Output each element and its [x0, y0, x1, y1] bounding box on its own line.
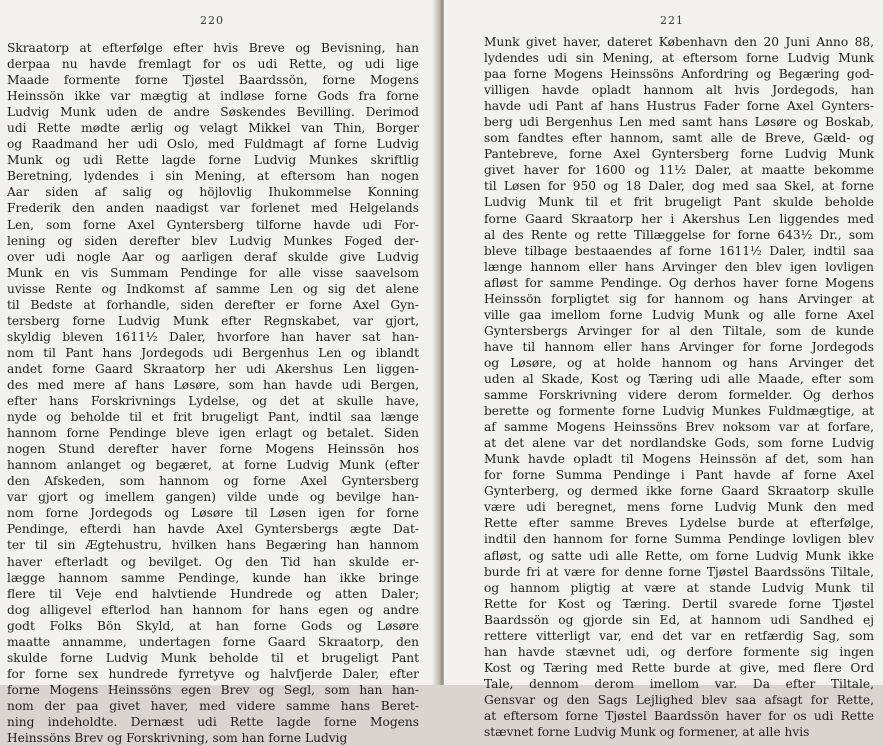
text-line: tersberg forne Ludvig Munk efter Regnskabet, var gjort,: [7, 313, 419, 328]
text-line: Maade formente forne Tjøstel Baardssön, forne Mogens: [7, 73, 419, 88]
text-line: forne Mogens Heinssöns egen Brev og Segl, som han han-: [7, 682, 419, 697]
text-line: var gjort og imellem gangen) vilde unde og bevilge han-: [7, 490, 419, 505]
text-line: andet forne Gaard Skraatorp her udi Akershus Len liggen-: [7, 361, 419, 376]
text-line: lening og siden derefter blev Ludvig Munkes Foged der-: [7, 233, 419, 248]
text-line: den Afskeden, som hannom og forne Axel Gyntersberg: [7, 474, 419, 489]
text-line: paa forne Mogens Heinssöns Anfordring og Begæring god-: [484, 67, 874, 82]
text-line: Gensvar og den Sags Lejlighed blev saa afsagt for Rette,: [484, 692, 874, 707]
page-number: 220: [200, 14, 224, 27]
text-line: Len, som forne Axel Gyntersberg tilforne havde udi For-: [7, 217, 419, 232]
text-line: givet haver for 1600 og 11½ Daler, at maatte bekomme: [484, 163, 874, 178]
text-line: Munk en vis Summam Pendinge for alle visse saavelsom: [7, 265, 419, 280]
text-line: til Bedste at forhandle, siden derefter er forne Axel Gyn-: [7, 297, 419, 312]
text-line: hannom forne Pendinge bleve igen erlagt og betalet. Siden: [7, 426, 419, 441]
text-line: dog alligevel efterlod han hannom for hans egen og andre: [7, 602, 419, 617]
text-line: ville gaa imellom forne Ludvig Munk og alle forne Axel: [484, 307, 874, 322]
text-line: at eftersom forne Tjøstel Baardssön haver for os udi Rette: [484, 708, 874, 723]
text-line: til Løsen for 950 og 18 Daler, dog med saa Skel, at forne: [484, 179, 874, 194]
text-line: uvisse Rente og Indkomst af samme Len og sig det alene: [7, 281, 419, 296]
text-line: des med mere af hans Løsøre, som han havde udi Bergen,: [7, 377, 419, 392]
text-line: flere til Veje end halvtiende Hundrede og atten Daler;: [7, 586, 419, 601]
text-line: lydendes udi sin Mening, at eftersom forne Ludvig Munk: [484, 51, 874, 66]
text-line: samme Forskrivning videre derom formelder. Og derhos: [484, 388, 874, 403]
page-number: 221: [660, 14, 684, 27]
text-line: længe hannom eller hans Arvinger den blev igen lovligen: [484, 259, 874, 274]
text-line: ning indeholdte. Dernæst udi Rette lagde forne Mogens: [7, 714, 419, 729]
text-line: Aar siden af salig og höjlovlig Ihukommelse Konning: [7, 185, 419, 200]
text-line: berette og formente forne Ludvig Munkes Fuldmægtige, at: [484, 404, 874, 419]
text-line: Rette for Kost og Tæring. Dertil svarede forne Tjøstel: [484, 596, 874, 611]
text-line: Beretning, lydendes i sin Mening, at eftersom han nogen: [7, 169, 419, 184]
text-line: burde fri at være for denne forne Tjøstel Baardssöns Tiltale,: [484, 564, 874, 579]
text-line: Pendinge, efterdi han havde Axel Gyntersbergs ægte Dat-: [7, 522, 419, 537]
text-line: han havde stævnet udi, og derfore formente sig ingen: [484, 644, 874, 659]
text-line: ter til sin Ægtehustru, hvilken hans Begæring han hannom: [7, 538, 419, 553]
text-line: villigen havde opladt hannom alt hvis Jordegods, han: [484, 83, 874, 98]
text-line: haver efterladt og bevilget. Og den Tid han skulde er-: [7, 554, 419, 569]
text-line: udi Rette mødte ærlig og velagt Mikkel van Thin, Borger: [7, 121, 419, 136]
text-line: afløst, og satte udi alle Rette, om forne Ludvig Munk ikke: [484, 548, 874, 563]
text-line: Tale, dennom derom imellom var. Da efter Tiltale,: [484, 676, 874, 691]
text-line: Baardssön og gjorde sin Ed, at hannom udi Sandhed ej: [484, 612, 874, 627]
text-line: over udi nogle Aar og aarligen deraf skulde give Ludvig: [7, 249, 419, 264]
text-line: skyldig bleven 1611½ Daler, hvorfore han haver sat han-: [7, 329, 419, 344]
text-line: godt Folks Bön Skyld, at han forne Gods og Løsøre: [7, 618, 419, 633]
text-line: efter hans Forskrivnings Lydelse, og det at skulle have,: [7, 394, 419, 409]
text-line: for forne Summa Pendinge i Pant havde af forne Axel: [484, 468, 874, 483]
text-line: forne Gaard Skraatorp her i Akershus Len liggendes med: [484, 211, 874, 226]
text-line: havde udi Pant af hans Hustrus Fader forne Axel Gynters-: [484, 99, 874, 114]
text-line: og Løsøre, og at holde hannom og hans Arvinger det: [484, 355, 874, 370]
text-line: indtil den hannom for forne Summa Pendinge lovligen blev: [484, 532, 874, 547]
text-line: at det alene var det nordlandske Gods, som forne Ludvig: [484, 436, 874, 451]
text-line: Gynterberg, og dermed ikke forne Gaard Skraatorp skulle: [484, 484, 874, 499]
text-line: af samme Mogens Heinssöns Brev noksom var at forfare,: [484, 420, 874, 435]
page-text-block: [7, 40, 419, 746]
text-line: Heinssön ikke var mægtig at indløse forne Gods fra forne: [7, 89, 419, 104]
text-line: nom til Pant hans Jordegods udi Bergenhus Len og iblandt: [7, 345, 419, 360]
text-line: derpaa nu havde fremlagt for os udi Rette, og udi lige: [7, 57, 419, 72]
text-line: berg udi Bergenhus Len med samt hans Løsøre og Boskab,: [484, 115, 874, 130]
text-line: og Raadmand her udi Oslo, med Fuldmagt af forne Ludvig: [7, 137, 419, 152]
text-line: afløst for samme Pendinge. Og derhos haver forne Mogens: [484, 275, 874, 290]
text-line: Munk og udi Rette lagde forne Ludvig Munkes skriftlig: [7, 153, 419, 168]
page-text-block: [484, 34, 874, 740]
text-line: stævnet forne Ludvig Munk og formener, at alle hvis: [484, 725, 810, 740]
text-line: Ludvig Munk uden de andre Søskendes Bevilling. Derimod: [7, 105, 419, 120]
text-line: nom forne Jordegods og Løsøre til Løsen igen for forne: [7, 506, 419, 521]
text-line: Ludvig Munk til et frit brugeligt Pant skulde beholde: [484, 195, 874, 210]
text-line: nyde og beholde til et frit brugeligt Pant, indtil saa længe: [7, 410, 419, 425]
text-line: Munk givet haver, dateret København den 20 Juni Anno 88,: [484, 35, 874, 49]
text-line: hannom anlanget og begæret, at forne Ludvig Munk (efter: [7, 458, 419, 473]
text-line: Heinssöns Brev og Forskrivning, som han forne Ludvig: [7, 731, 348, 746]
text-line: Pantebreve, forne Axel Gyntersberg forne Ludvig Munk: [484, 147, 874, 162]
text-line: rettere vitterligt var, end det var en retfærdig Sag, som: [484, 628, 874, 643]
text-line: lægge hannom samme Pendinge, kunde han ikke bringe: [7, 570, 419, 585]
text-line: være udi beregnet, mens forne Ludvig Munk den med: [484, 500, 874, 515]
text-line: Munk havde opladt til Mogens Heinssön af det, som han: [484, 452, 874, 467]
text-line: nom der paa givet haver, med videre samme hans Beret-: [7, 698, 419, 713]
right-page: [444, 0, 883, 740]
text-line: Skraatorp at efterfølge efter hvis Breve og Bevisning, han: [7, 41, 419, 55]
text-line: uden al Skade, Kost og Tæring udi alle Maade, efter som: [484, 371, 874, 386]
text-line: Gyntersbergs Arvinger for al den Tiltale, som de kunde: [484, 323, 874, 338]
text-line: Heinssön forpligtet sig for hannom og hans Arvinger at: [484, 291, 874, 306]
text-line: som fandtes efter hannom, samt alle de Breve, Gæld- og: [484, 131, 874, 146]
text-line: skulde forne Ludvig Munk beholde til et brugeligt Pant: [7, 650, 419, 665]
text-line: for forne sex hundrede fyrretyve og halvfjerde Daler, efter: [7, 666, 419, 681]
text-line: Kost og Tæring med Rette burde at give, med flere Ord: [484, 660, 874, 675]
left-page: [0, 0, 440, 746]
text-line: Rette efter samme Breves Lydelse burde at efterfølge,: [484, 516, 874, 531]
text-line: al des Rente og rette Tillæggelse for forne 643½ Dr., som: [484, 227, 874, 242]
text-line: have til hannom eller hans Arvinger for forne Jordegods: [484, 339, 874, 354]
text-line: bleve tilbage bestaaendes af forne 1611½ Daler, indtil saa: [484, 243, 874, 258]
text-line: maatte annamme, undertagen forne Gaard Skraatorp, den: [7, 634, 419, 649]
text-line: Frederik den anden naadigst var forlenet med Helgelands: [7, 201, 419, 216]
text-line: og hannom pligtig at være at stande Ludvig Munk til: [484, 580, 874, 595]
text-line: nogen Stund derefter haver forne Mogens Heinssön hos: [7, 442, 419, 457]
